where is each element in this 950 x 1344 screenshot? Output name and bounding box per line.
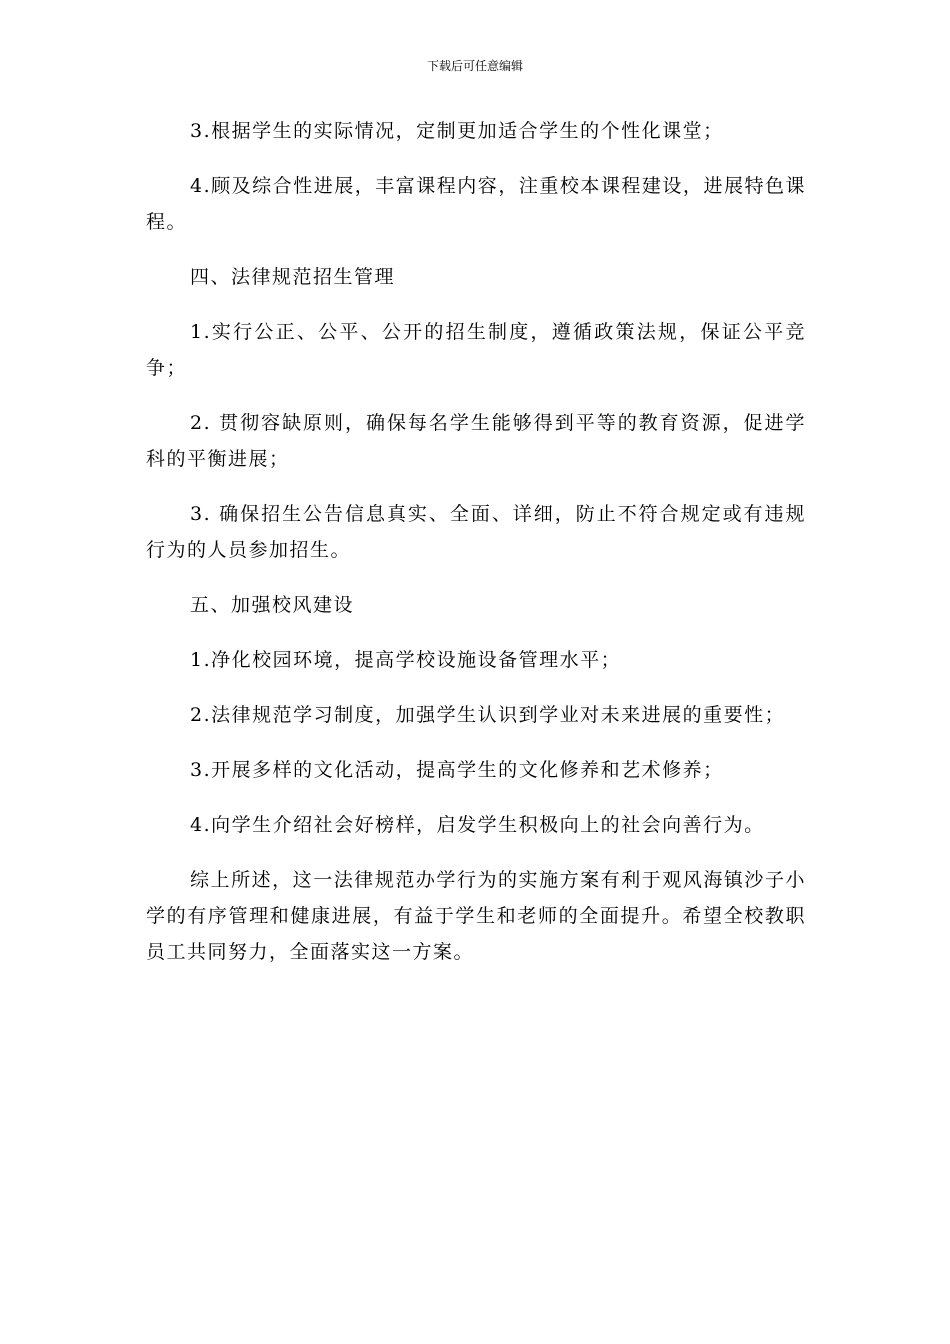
paragraph-item-3: 3.根据学生的实际情况，定制更加适合学生的个性化课堂； [190, 120, 724, 142]
school-spirit-item-4: 4.向学生介绍社会好榜样，启发学生积极向上的社会向善行为。 [190, 814, 765, 836]
school-spirit-item-2: 2.法律规范学习制度，加强学生认识到学业对未来进展的重要性； [190, 704, 786, 726]
enrollment-item-1: 1.实行公正、公平、公开的招生制度，遵循政策法规，保证公平竞争； [146, 321, 806, 379]
section-heading-4: 四、法律规范招生管理 [190, 266, 396, 288]
page-header: 下载后可任意编辑 [426, 59, 523, 73]
paragraph-item-4: 4.顾及综合性进展，丰富课程内容，注重校本课程建设，进展特色课程。 [146, 175, 806, 233]
section-heading-5: 五、加强校风建设 [190, 594, 355, 616]
school-spirit-item-3: 3.开展多样的文化活动，提高学生的文化修养和艺术修养； [190, 759, 724, 781]
enrollment-item-3: 3. 确保招生公告信息真实、全面、详细，防止不符合规定或有违规行为的人员参加招生。 [146, 503, 806, 561]
school-spirit-item-1: 1.净化校园环境，提高学校设施设备管理水平； [190, 649, 622, 671]
document-body [146, 113, 806, 989]
enrollment-item-2: 2. 贯彻容缺原则，确保每名学生能够得到平等的教育资源，促进学科的平衡进展； [146, 412, 806, 470]
conclusion-paragraph: 综上所述，这一法律规范办学行为的实施方案有利于观风海镇沙子小学的有序管理和健康进展，有益于学生和老师的全面提升。希望全校教职员工共同努力，全面落实这一方案。 [146, 869, 806, 963]
